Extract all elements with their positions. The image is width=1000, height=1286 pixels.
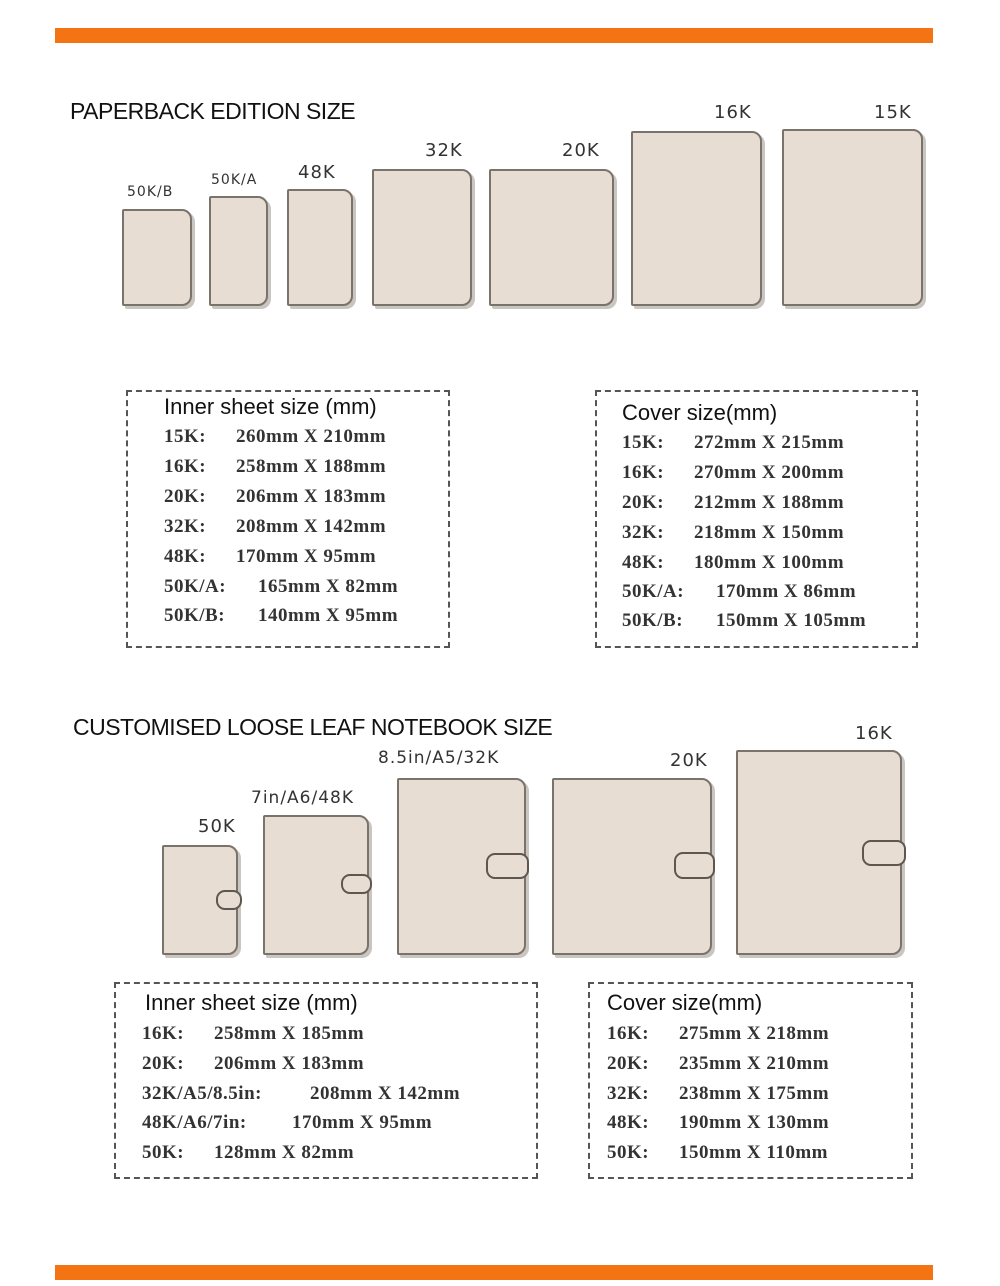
loose-leaf-inner-row [142, 1083, 460, 1105]
paperback-inner-row [164, 576, 398, 598]
paperback-cover-row [622, 610, 866, 632]
paperback-inner-row [164, 516, 386, 538]
row-value: 128mm X 82mm [214, 1142, 355, 1163]
paperback-cover-row [622, 581, 856, 603]
clasp-tab [862, 840, 906, 866]
paperback-book-15k [782, 129, 923, 306]
row-key: 20K: [164, 486, 207, 507]
loose-leaf-cover-heading: Cover size(mm) [607, 990, 763, 1015]
row-key: 50K/B: [622, 610, 684, 631]
row-key: 48K: [164, 546, 207, 567]
row-value: 212mm X 188mm [694, 492, 845, 513]
row-value: 258mm X 188mm [236, 456, 387, 477]
paperback-cover-row [622, 462, 844, 484]
loose-leaf-cover-row [607, 1053, 829, 1075]
row-value: 218mm X 150mm [694, 522, 845, 543]
loose-leaf-cover-row [607, 1142, 828, 1164]
loose-leaf-cover-row [607, 1023, 829, 1045]
loose-leaf-inner-heading: Inner sheet size (mm) [145, 990, 358, 1015]
paperback-book-label: 20K [562, 140, 600, 161]
row-key: 20K: [607, 1053, 650, 1074]
paperback-book-label: 50K/A [211, 172, 258, 188]
loose-leaf-inner-row [142, 1112, 432, 1134]
loose-leaf-book-label: 7in/A6/48K [251, 788, 354, 808]
clasp-tab [674, 852, 715, 879]
row-value: 165mm X 82mm [258, 576, 399, 597]
row-key: 15K: [164, 426, 207, 447]
row-value: 206mm X 183mm [236, 486, 387, 507]
row-value: 258mm X 185mm [214, 1023, 365, 1044]
row-value: 206mm X 183mm [214, 1053, 365, 1074]
paperback-inner-row [164, 456, 386, 478]
paperback-title: PAPERBACK EDITION SIZE [70, 98, 356, 124]
loose-leaf-book-label: 8.5in/A5/32K [378, 748, 500, 768]
row-value: 170mm X 95mm [292, 1112, 433, 1133]
loose-leaf-inner-row [142, 1023, 364, 1045]
loose-leaf-inner-row [142, 1053, 364, 1075]
paperback-inner-heading: Inner sheet size (mm) [164, 394, 377, 419]
row-key: 50K/A: [164, 576, 227, 597]
paperback-cover-heading: Cover size(mm) [622, 400, 778, 425]
paperback-cover-row [622, 522, 844, 544]
row-value: 140mm X 95mm [258, 605, 399, 626]
paperback-book-50kb [122, 209, 192, 306]
row-value: 190mm X 130mm [679, 1112, 830, 1133]
loose-leaf-book-label: 50K [198, 816, 236, 837]
paperback-book-50ka [209, 196, 268, 306]
row-value: 272mm X 215mm [694, 432, 845, 453]
row-key: 50K/A: [622, 581, 685, 602]
row-key: 32K: [164, 516, 207, 537]
row-value: 208mm X 142mm [310, 1083, 461, 1104]
row-key: 16K: [607, 1023, 650, 1044]
paperback-book-label: 50K/B [127, 184, 174, 200]
row-key: 15K: [622, 432, 665, 453]
row-key: 32K/A5/8.5in: [142, 1083, 262, 1104]
clasp-tab [341, 874, 372, 894]
row-value: 235mm X 210mm [679, 1053, 830, 1074]
paperback-book-label: 16K [714, 102, 752, 123]
row-key: 16K: [164, 456, 207, 477]
loose-leaf-cover-row [607, 1083, 829, 1105]
paperback-book-32k [372, 169, 472, 306]
row-key: 50K: [607, 1142, 650, 1163]
paperback-cover-row [622, 552, 844, 574]
clasp-tab [216, 890, 242, 910]
row-key: 20K: [622, 492, 665, 513]
paperback-inner-row [164, 486, 386, 508]
clasp-tab [486, 853, 529, 879]
row-value: 208mm X 142mm [236, 516, 387, 537]
paperback-book-label: 32K [425, 140, 463, 161]
row-value: 170mm X 86mm [716, 581, 857, 602]
row-value: 150mm X 110mm [679, 1142, 828, 1163]
row-key: 32K: [622, 522, 665, 543]
loose-leaf-book-label: 16K [855, 723, 893, 744]
row-value: 260mm X 210mm [236, 426, 387, 447]
row-value: 270mm X 200mm [694, 462, 845, 483]
paperback-inner-row [164, 426, 386, 448]
row-key: 50K/B: [164, 605, 226, 626]
row-key: 16K: [622, 462, 665, 483]
paperback-cover-row [622, 432, 844, 454]
row-value: 238mm X 175mm [679, 1083, 830, 1104]
paperback-inner-row [164, 546, 376, 568]
paperback-book-label: 15K [874, 102, 912, 123]
row-key: 20K: [142, 1053, 185, 1074]
row-value: 150mm X 105mm [716, 610, 867, 631]
bottom-accent-bar [55, 1265, 933, 1280]
loose-leaf-inner-row [142, 1142, 354, 1164]
paperback-book-16k [631, 131, 762, 306]
row-key: 50K: [142, 1142, 185, 1163]
loose-leaf-book-label: 20K [670, 750, 708, 771]
paperback-inner-row [164, 605, 398, 627]
row-value: 170mm X 95mm [236, 546, 377, 567]
loose-leaf-cover-row [607, 1112, 829, 1134]
row-key: 48K/A6/7in: [142, 1112, 247, 1133]
row-key: 16K: [142, 1023, 185, 1044]
top-accent-bar [55, 28, 933, 43]
row-key: 32K: [607, 1083, 650, 1104]
row-value: 275mm X 218mm [679, 1023, 830, 1044]
paperback-book-20k [489, 169, 614, 306]
loose-leaf-title: CUSTOMISED LOOSE LEAF NOTEBOOK SIZE [73, 714, 553, 740]
row-key: 48K: [622, 552, 665, 573]
row-value: 180mm X 100mm [694, 552, 845, 573]
paperback-book-label: 48K [298, 162, 336, 183]
paperback-book-48k [287, 189, 353, 306]
paperback-cover-row [622, 492, 844, 514]
row-key: 48K: [607, 1112, 650, 1133]
